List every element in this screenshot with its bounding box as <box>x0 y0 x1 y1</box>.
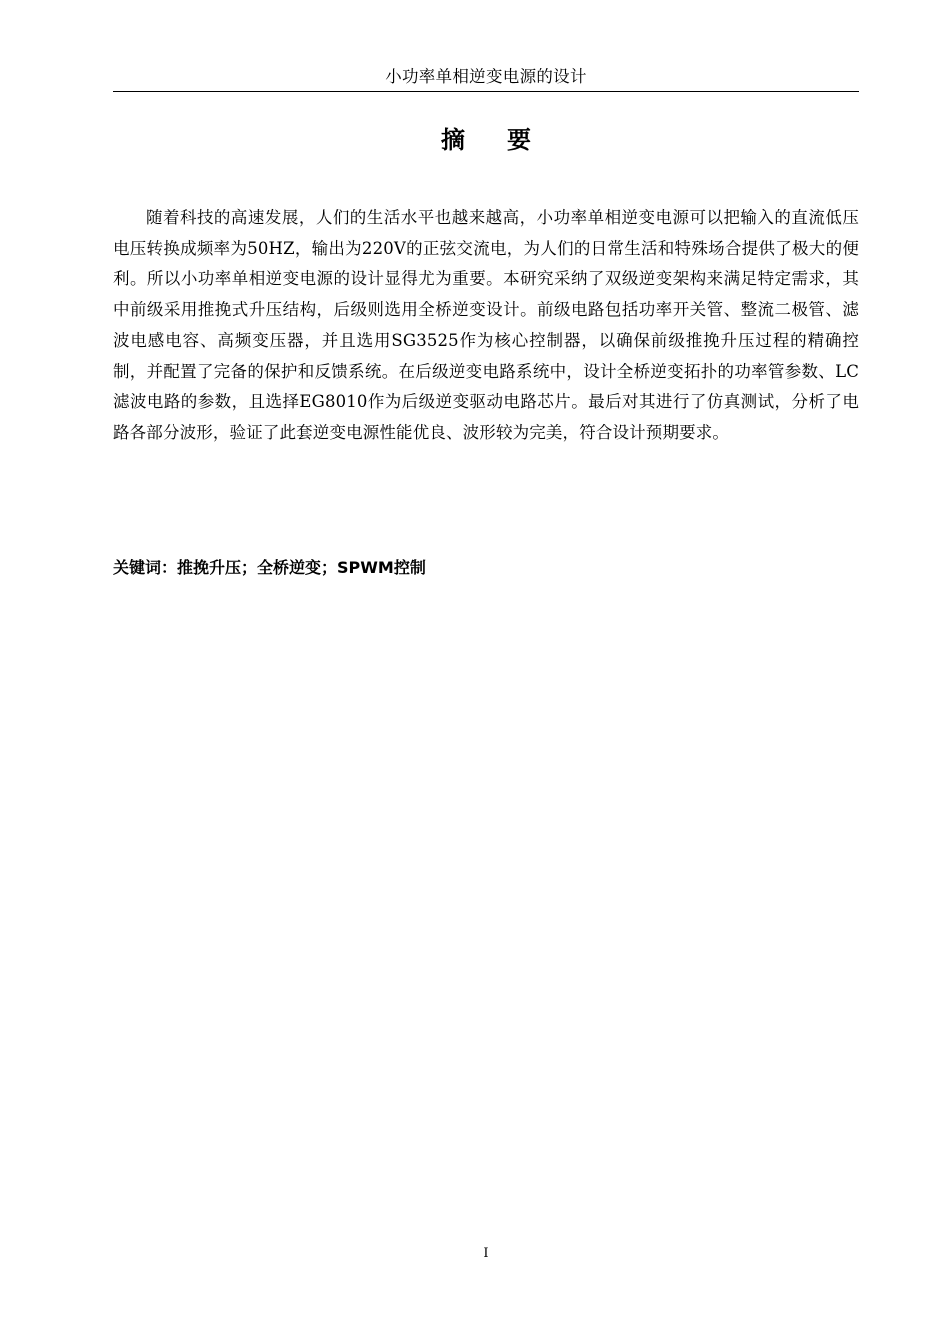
abstract-title-char-2: 要 <box>507 126 531 154</box>
page-number: I <box>483 1246 489 1261</box>
abstract-body: 随着科技的高速发展，人们的生活水平也越来越高，小功率单相逆变电源可以把输入的直流低压电压转换成频率为50HZ，输出为220V的正弦交流电，为人们的日常生活和特殊场合提供了极大的便利。所以小功率单相逆变电源的设计显得尤为重要。本研究采纳了双级逆变架构来满足特定需求，其中前级采用推挽式升压结构，后级则选用全桥逆变设计。前级电路包括功率开关管、整流二极管、滤波电感电容、高频变压器，并且选用SG3525作为核心控制器，以确保前级推挽升压过程的精确控制，并配置了完备的保护和反馈系统。在后级逆变电路系统中，设计全桥逆变拓扑的功率管参数、LC滤波电路的参数，且选择EG8010作为后级逆变驱动电路芯片。最后对其进行了仿真测试，分析了电路各部分波形，验证了此套逆变电源性能优良、波形较为完美，符合设计预期要求。 <box>113 208 859 442</box>
abstract-title <box>113 122 859 158</box>
running-header: 小功率单相逆变电源的设计 <box>385 67 587 86</box>
header-rule <box>113 91 859 92</box>
keywords-line: 关键词：推挽升压；全桥逆变；SPWM控制 <box>113 558 426 577</box>
abstract-title-char-1: 摘 <box>441 126 465 154</box>
